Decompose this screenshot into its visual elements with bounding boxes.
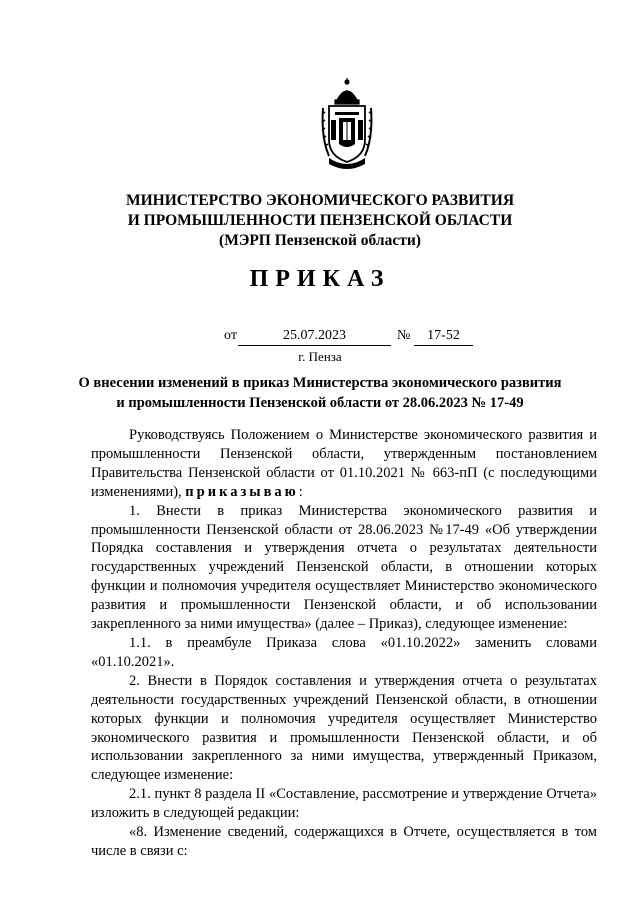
order-date: 25.07.2023 [238, 327, 391, 346]
preamble-paragraph [91, 426, 597, 502]
clause-8-quote: «8. Изменение сведений, содержащихся в Отчете, осуществляется в том числе в связи с: [91, 824, 597, 859]
clause-1-1: 1.1. в преамбуле Приказа слова «01.10.2022» заменить словами «01.10.2021». [91, 634, 597, 670]
subject-line1: О внесении изменений в приказ Министерства экономического развития [78, 375, 562, 391]
order-number: 17-52 [414, 327, 473, 346]
number-label: № [397, 328, 411, 343]
order-body [91, 426, 597, 861]
preamble-text: Руководствуясь Положением о Министерстве экономического развития и промышленности Пензенской области, утвержденным постановлением Правительства Пензенской области от 01.10.2021 № 663-пП (с последующими изменениями), [91, 427, 597, 500]
ministry-name-line2: И ПРОМЫШЛЕННОСТИ ПЕНЗЕНСКОЙ ОБЛАСТИ [127, 212, 513, 229]
clause-1: 1. Внести в приказ Министерства экономического развития и промышленности Пензенской области от 28.06.2023 №17-49 «Об утверждении Порядка составления и утверждения отчета о результатах деятельности государственных учреждений Пензенской области, в отношении которых функции и полномочия учредителя осуществляет Министерство экономического развития и промышленности Пензенской области, и об использовании закрепленного за ними имущества» (далее – Приказ), следующее изменение: [91, 502, 597, 633]
city-name: г. Пенза [298, 349, 342, 364]
subject-line2: и промышленности Пензенской области от 28.06.2023 № 17-49 [116, 395, 524, 411]
ministry-name-line1: МИНИСТЕРСТВО ЭКОНОМИЧЕСКОГО РАЗВИТИЯ [125, 192, 515, 209]
penza-region-coat-of-arms-icon [319, 78, 375, 174]
order-keyword: приказываю [185, 483, 299, 500]
ministry-abbreviation: (МЭРП Пензенской области) [219, 232, 421, 249]
clause-2-1: 2.1. пункт 8 раздела II «Составление, рассмотрение и утверждение Отчета» изложить в следующей редакции: [91, 786, 597, 822]
document-type-title: ПРИКАЗ [249, 266, 391, 292]
date-label: от [224, 328, 237, 343]
preamble-colon: : [298, 483, 303, 500]
clause-2: 2. Внести в Порядок составления и утверждения отчета о результатах деятельности государственных учреждений Пензенской области, в отношении которых функции и полномочия учредителя осуществляет Министерство экономического развития и промышленности Пензенской области, и об использовании закрепленного за ними имущества, утвержденный Приказом, следующее изменение: [91, 672, 597, 784]
